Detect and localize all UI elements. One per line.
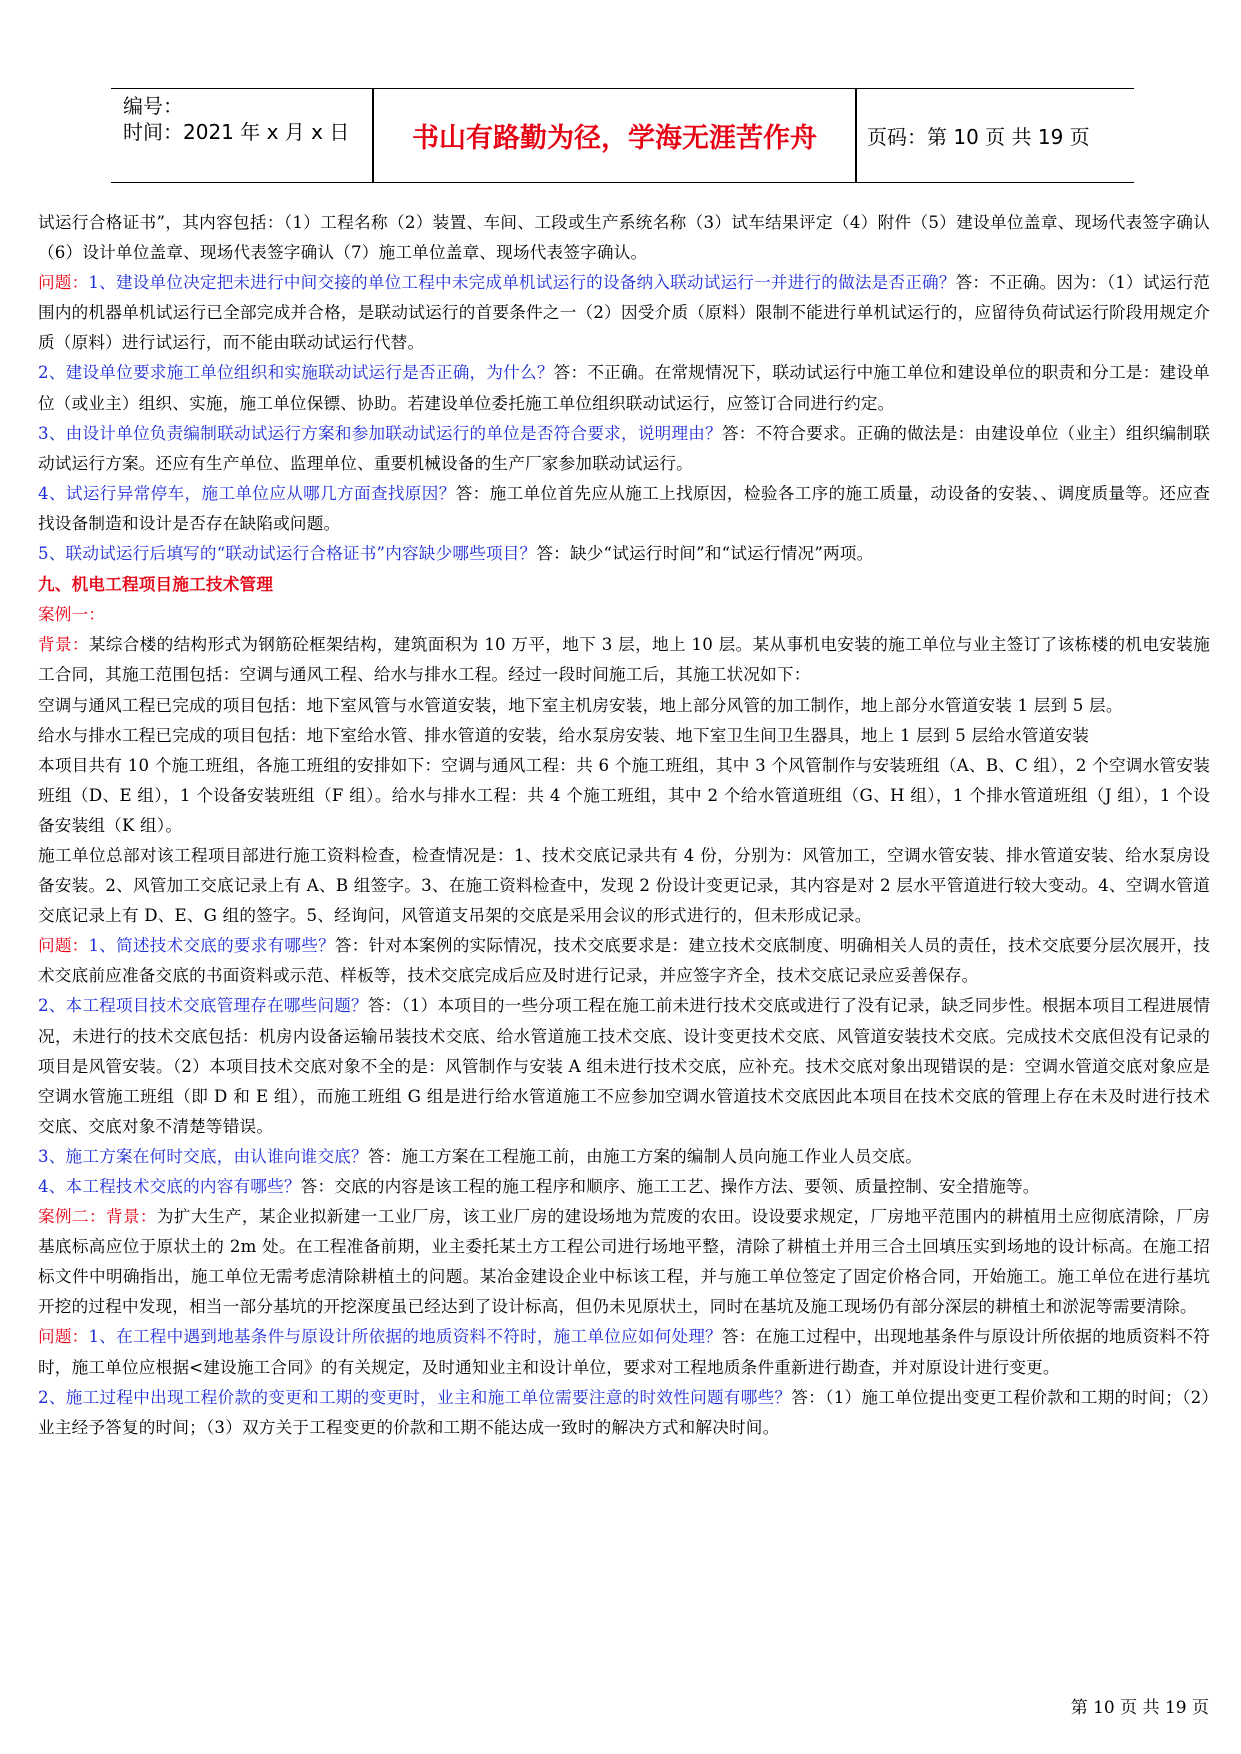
paragraph-text: 试运行合格证书”，其内容包括：（1）工程名称（2）装置、车间、工段或生产系统名称（3）试车结果评定（4）附件（5）建设单位盖章、现场代表签字确认（6）设计单位盖章、现场代表签字确认（7）施工单位盖章、现场代表签字确认。 bbox=[38, 213, 1210, 263]
question-paragraph bbox=[38, 1172, 1210, 1202]
answer-text: 答：针对本案例的实际情况，技术交底要求是：建立技术交底制度、明确相关人员的责任，技术交底要分层次展开，技术交底前应准备交底的书面资料或示范、样板等，技术交底完成后应及时进行记录，并应签字齐全，技术交底记录应妥善保存。 bbox=[38, 936, 1210, 986]
paragraph-text: 本项目共有 10 个施工班组，各施工班组的安排如下：空调与通风工程：共 6 个施工班组，其中 3 个风管制作与安装班组（A、B、C 组），2 个空调水管安装班组（D、E 组），1 个设备安装班组（F 组）。给水与排水工程：共 4 个施工班组，其中 2 个给水管道班组（G、H 组），1 个排水管道班组（J 组），1 个设备安装组（K 组）。 bbox=[38, 755, 1210, 835]
case-label: 案例二：背景： bbox=[38, 1207, 157, 1227]
paragraph-text: 空调与通风工程已完成的项目包括：地下室风管与水管道安装，地下室主机房安装，地上部分风管的加工制作，地上部分水管道安装 1 层到 5 层。 bbox=[38, 695, 1123, 715]
answer-text: 答：（1）本项目的一些分项工程在施工前未进行技术交底或进行了没有记录，缺乏同步性。根据本项目工程进展情况，未进行的技术交底包括：机房内设备运输吊装技术交底、给水管道施工技术交底、设计变更技术交底、风管道安装技术交底。完成技术交底但没有记录的项目是风管安装。（2）本项目技术交底对象不全的是：风管制作与安装 A 组未进行技术交底，应补充。技术交底对象出现错误的是：空调水管道交底对象应是空调水管施工班组（即 D 和 E 组），而施工班组 G 组是进行给水管道施工不应参加空调水管道技术交底因此本项目在技术交底的管理上存在未及时进行技术交底、交底对象不清楚等错误。 bbox=[38, 996, 1210, 1136]
page-header bbox=[111, 88, 1134, 183]
question-paragraph bbox=[38, 419, 1210, 479]
answer-text: 答：缺少“试运行时间”和“试运行情况”两项。 bbox=[536, 544, 874, 564]
paragraph bbox=[38, 691, 1210, 721]
header-motto: 书山有路勤为径，学海无涯苦作舟 bbox=[412, 123, 817, 154]
header-divider bbox=[855, 89, 857, 182]
question-text: 4、本工程技术交底的内容有哪些？ bbox=[38, 1177, 301, 1196]
question-paragraph bbox=[38, 1142, 1210, 1172]
question-text: 5、联动试运行后填写的“联动试运行合格证书”内容缺少哪些项目？ bbox=[38, 544, 537, 564]
paragraph bbox=[38, 208, 1210, 268]
case-paragraph bbox=[38, 1202, 1210, 1322]
paragraph bbox=[38, 721, 1210, 751]
question-paragraph bbox=[38, 358, 1210, 418]
document-time-label: 时间：2021 年 x 月 x 日 bbox=[123, 120, 350, 144]
question-text: 2、建设单位要求施工单位组织和实施联动试运行是否正确，为什么？ bbox=[38, 363, 554, 383]
question-paragraph bbox=[38, 991, 1210, 1141]
answer-text: 答：在施工过程中，出现地基条件与原设计所依据的地质资料不符时，施工单位应根据<建设施工合同》的有关规定，及时通知业主和设计单位，要求对工程地质条件重新进行勘查，并对原设计进行变更。 bbox=[38, 1327, 1210, 1377]
question-text: 1、在工程中遇到地基条件与原设计所依据的地质资料不符时，施工单位应如何处理？ bbox=[88, 1327, 722, 1347]
answer-text: 答：不正确。在常规情况下，联动试运行中施工单位和建设单位的职责和分工是：建设单位（或业主）组织、实施，施工单位保镖、协助。若建设单位委托施工单位组织联动试运行，应签订合同进行约定。 bbox=[38, 363, 1210, 413]
question-text: 2、施工过程中出现工程价款的变更和工期的变更时，业主和施工单位需要注意的时效性问题有哪些？ bbox=[38, 1387, 792, 1407]
question-paragraph bbox=[38, 1383, 1210, 1443]
document-number-label: 编号： bbox=[123, 94, 183, 118]
page-footer: 第 10 页 共 19 页 bbox=[1070, 1698, 1209, 1718]
section-heading bbox=[38, 569, 1210, 600]
section-title: 九、机电工程项目施工技术管理 bbox=[38, 574, 274, 595]
case-label: 案例一： bbox=[38, 605, 106, 625]
question-paragraph bbox=[38, 539, 1210, 569]
header-meta bbox=[123, 89, 373, 182]
question-text: 1、建设单位决定把未进行中间交接的单位工程中未完成单机试运行的设备纳入联动试运行一并进行的做法是否正确？ bbox=[88, 273, 956, 293]
paragraph bbox=[38, 751, 1210, 841]
question-label: 问题： bbox=[38, 936, 89, 956]
background-label: 背景： bbox=[38, 635, 89, 655]
case-heading bbox=[38, 600, 1210, 630]
background-text: 某综合楼的结构形式为钢筋砼框架结构，建筑面积为 10 万平，地下 3 层，地上 10 层。某从事机电安装的施工单位与业主签订了该栋楼的机电安装施工合同，其施工范围包括：空调与通风工程、给水与排水工程。经过一段时间施工后，其施工状况如下： bbox=[38, 635, 1210, 685]
case-text: 为扩大生产，某企业拟新建一工业厂房，该工业厂房的建设场地为荒废的农田。设设要求规定，厂房地平范围内的耕植用土应彻底清除，厂房基底标高应位于原状土的 2m 处。在工程准备前期，业主委托某土方工程公司进行场地平整，清除了耕植土并用三合土回填压实到场地的设计标高。在施工招标文件中明确指出，施工单位无需考虑清除耕植土的问题。某冶金建设企业中标该工程，并与施工单位签定了固定价格合同，开始施工。施工单位在进行基坑开挖的过程中发现，相当一部分基坑的开挖深度虽已经达到了设计标高，但仍未见原状土，同时在基坑及施工现场仍有部分深层的耕植土和淤泥等需要清除。 bbox=[38, 1207, 1210, 1317]
question-paragraph bbox=[38, 1322, 1210, 1382]
question-text: 2、本工程项目技术交底管理存在哪些问题？ bbox=[38, 996, 368, 1016]
paragraph-text: 施工单位总部对该工程项目部进行施工资料检查，检查情况是：1、技术交底记录共有 4 份，分别为：风管加工，空调水管安装、排水管道安装、给水泵房设备安装。2、风管加工交底记录上有 A、B 组签字。3、在施工资料检查中，发现 2 份设计变更记录，其内容是对 2 层水平管道进行较大变动。4、空调水管道交底记录上有 D、E、G 组的签字。5、经询问，风管道支吊架的交底是采用会议的形式进行的，但未形成记录。 bbox=[38, 845, 1210, 926]
question-text: 1、简述技术交底的要求有哪些？ bbox=[88, 936, 335, 956]
question-paragraph bbox=[38, 931, 1210, 991]
question-label: 问题： bbox=[38, 1327, 89, 1347]
question-text: 3、由设计单位负责编制联动试运行方案和参加联动试运行的单位是否符合要求，说明理由？ bbox=[38, 423, 722, 443]
question-paragraph bbox=[38, 479, 1210, 539]
paragraph bbox=[38, 841, 1210, 931]
answer-text: 答：不正确。因为：（1）试运行范围内的机器单机试运行已全部完成并合格，是联动试运行的首要条件之一（2）因受介质（原料）限制不能进行单机试运行的，应留待负荷试运行阶段用规定介质（原料）进行试运行，而不能由联动试运行代替。 bbox=[38, 273, 1211, 353]
document-body bbox=[38, 208, 1210, 1443]
header-page-indicator: 页码：第 10 页 共 19 页 bbox=[867, 125, 1090, 149]
question-paragraph bbox=[38, 268, 1210, 358]
answer-text: 答：（1）施工单位提出变更工程价款和工期的时间；（2）业主经予答复的时间；（3）双方关于工程变更的价款和工期不能达成一致时的解决方式和解决时间。 bbox=[38, 1387, 1210, 1437]
paragraph-text: 给水与排水工程已完成的项目包括：地下室给水管、排水管道的安装，给水泵房安装、地下室卫生间卫生器具，地上 1 层到 5 层给水管道安装 bbox=[38, 725, 1090, 745]
answer-text: 答：施工方案在工程施工前，由施工方案的编制人员向施工作业人员交底。 bbox=[367, 1146, 923, 1166]
question-text: 4、试运行异常停车，施工单位应从哪几方面查找原因？ bbox=[38, 483, 456, 503]
answer-text: 答：交底的内容是该工程的施工程序和顺序、施工工艺、操作方法、要领、质量控制、安全措施等。 bbox=[300, 1177, 1040, 1196]
answer-text: 答：施工单位首先应从施工上找原因，检验各工序的施工质量，动设备的安装、、调度质量等。还应查找设备制造和设计是否存在缺陷或问题。 bbox=[38, 483, 1210, 533]
background-paragraph bbox=[38, 630, 1210, 690]
answer-text: 答：不符合要求。正确的做法是：由建设单位（业主）组织编制联动试运行方案。还应有生产单位、监理单位、重要机械设备的生产厂家参加联动试运行。 bbox=[38, 423, 1210, 473]
question-label: 问题： bbox=[38, 273, 89, 293]
question-text: 3、施工方案在何时交底，由认谁向谁交底？ bbox=[38, 1146, 368, 1166]
